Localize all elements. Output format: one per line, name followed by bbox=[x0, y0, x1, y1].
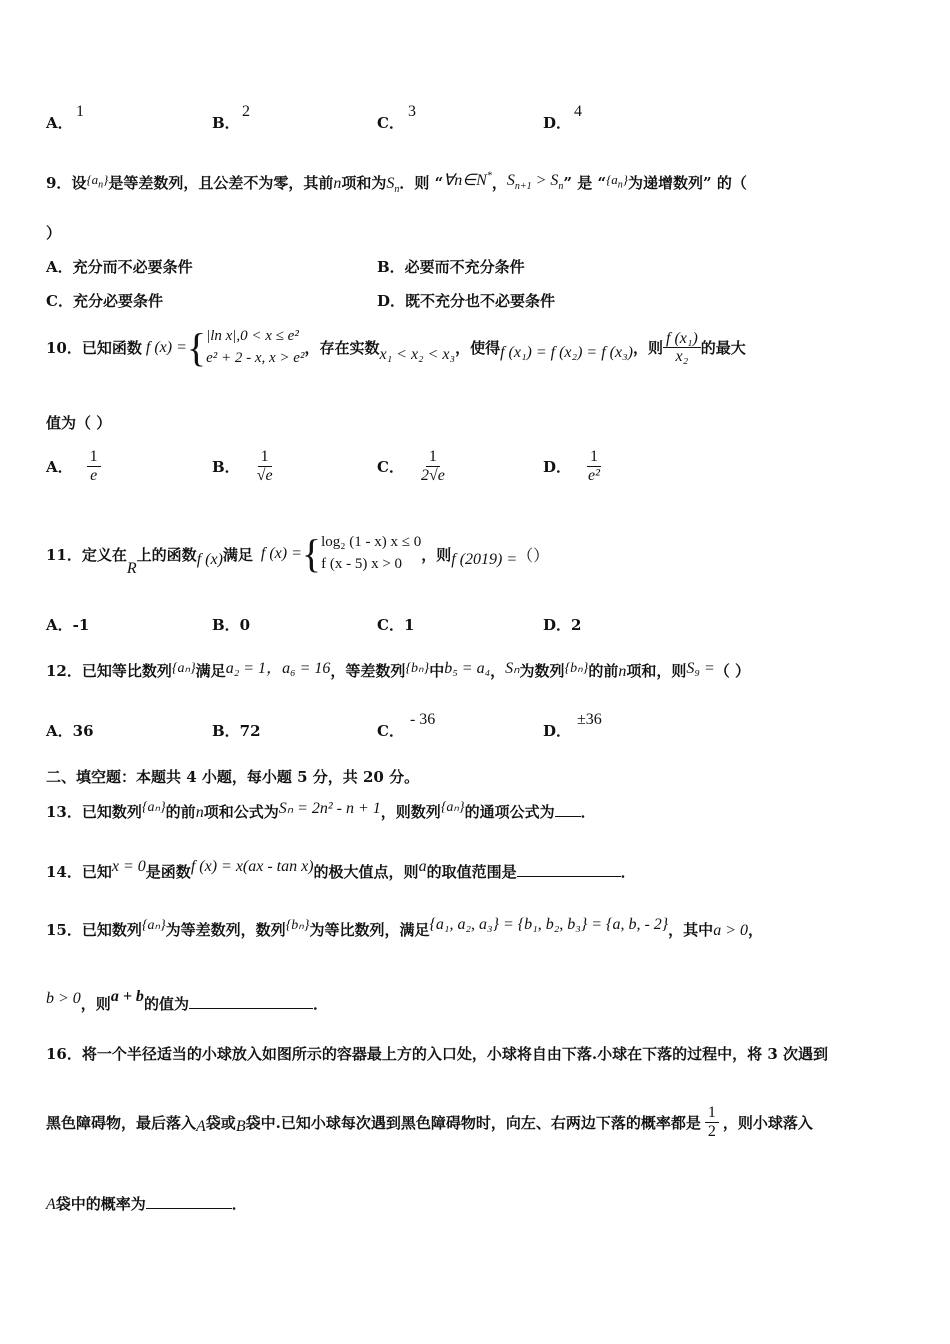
q11-option-b: B．0 bbox=[212, 616, 251, 634]
q12-option-d: D．±36 bbox=[543, 711, 602, 740]
q8-option-b: B． bbox=[212, 114, 240, 132]
q9-option-b: B．必要而不充分条件 bbox=[377, 258, 525, 276]
q16-stem-cont: 黑色障碍物，最后落入 A 袋或 B 袋中.已知小球每次遇到黑色障碍物时，向左、右两边下落的概率都是 $\frac{1}{2}$ ，则小球落入 bbox=[46, 1104, 813, 1140]
q11-stem: 11． 定义在 R 上的函数 f (x) 满足 f (x) = { log₂ (1 - x) x ≤ 0 f (x - 5) x > 0 ，则 f (2019) = （） bbox=[46, 531, 550, 577]
q12-option-b: B．72 bbox=[212, 722, 261, 740]
q16-stem: 16．将一个半径适当的小球放入如图所示的容器最上方的入口处，小球将自由下落.小球在下落的过程中，将 3 次遇到 bbox=[46, 1045, 828, 1063]
q10-stem-cont: 值为（ ） bbox=[46, 414, 112, 432]
q8-option-c: C． bbox=[377, 114, 404, 132]
q9-option-c: C．充分必要条件 bbox=[46, 292, 163, 310]
q10-option-c: C． $\frac{1}{2√e}$ bbox=[377, 448, 445, 484]
q9-option-a: A．充分而不必要条件 bbox=[46, 258, 193, 276]
q14-stem: 14．已知x = 0是函数f (x) = x(ax - tan x)的极大值点，则a的取值范围是 ． bbox=[46, 858, 636, 881]
q16-answer-blank[interactable] bbox=[146, 1208, 232, 1209]
section-2-heading: 二、填空题：本题共 4 小题，每小题 5 分，共 20 分。 bbox=[46, 768, 420, 786]
q9-option-d: D．既不充分也不必要条件 bbox=[377, 292, 556, 310]
q12-option-a: A．36 bbox=[46, 722, 94, 740]
q10-stem: 10． 已知函数 f (x) = { |ln x|,0 < x ≤ e² e² + 2 - x, x > e² ，存在实数 x₁ < x₂ < x₃ ，使得 f (x₁) = f (x₂) = f (x₃) ，则 $\frac{\text{f (x₁)}}{\text{x₂}}$ 的最大 bbox=[46, 324, 746, 370]
q11-option-a: A．-1 bbox=[46, 616, 90, 634]
q8-option-a: A． bbox=[46, 114, 73, 132]
q8-option-a-value: 1 bbox=[76, 103, 84, 120]
q10-option-a: A． $\frac{1}{e}$ bbox=[46, 448, 101, 484]
q16-stem-end: A袋中的概率为 ． bbox=[46, 1195, 247, 1213]
q9-stem: 9．设$\{a_n\}$是等差数列，且公差不为零，其前n项和为$S_n$．则 “∀n∈N*，$S_{n+1} > S_n$” 是 “$\{a_n\}$为递增数列” 的（ bbox=[46, 170, 747, 196]
q15-stem: 15．已知数列{aₙ}为等差数列，数列{bₙ}为等比数列，满足{a₁, a₂, a₃} = {b₁, b₂, b₃} = {a, b, - 2}，其中a > 0， bbox=[46, 916, 763, 939]
q12-stem: 12．已知等比数列{aₙ}满足a₂ = 1，a₆ = 16，等差数列{bₙ}中b₅ = a₄，Sₙ为数列{bₙ}的前n项和，则S₉ =（ ） bbox=[46, 660, 750, 680]
q8-option-b-value: 2 bbox=[242, 103, 250, 120]
q11-option-d: D．2 bbox=[543, 616, 582, 634]
q12-option-c: C．- 36 bbox=[377, 711, 436, 740]
q9-stem-close: ） bbox=[46, 224, 62, 242]
q13-stem: 13．已知数列{aₙ}的前n项和公式为Sₙ = 2n² - n + 1，则数列{aₙ}的通项公式为 ． bbox=[46, 800, 596, 821]
q15-answer-blank[interactable] bbox=[189, 1008, 313, 1009]
q14-answer-blank[interactable] bbox=[517, 876, 621, 877]
q8-option-d-value: 4 bbox=[574, 103, 582, 120]
q8-option-d: D． bbox=[543, 114, 572, 132]
q13-answer-blank[interactable] bbox=[555, 816, 581, 817]
q11-option-c: C．1 bbox=[377, 616, 415, 634]
q15-stem-cont: b > 0，则a + b的值为 ． bbox=[46, 988, 328, 1013]
q8-option-c-value: 3 bbox=[408, 103, 416, 120]
q10-option-b: B． $\frac{1}{√e}$ bbox=[212, 448, 273, 484]
q10-option-d: D． $\frac{1}{\text{e²}}$ bbox=[543, 448, 600, 484]
